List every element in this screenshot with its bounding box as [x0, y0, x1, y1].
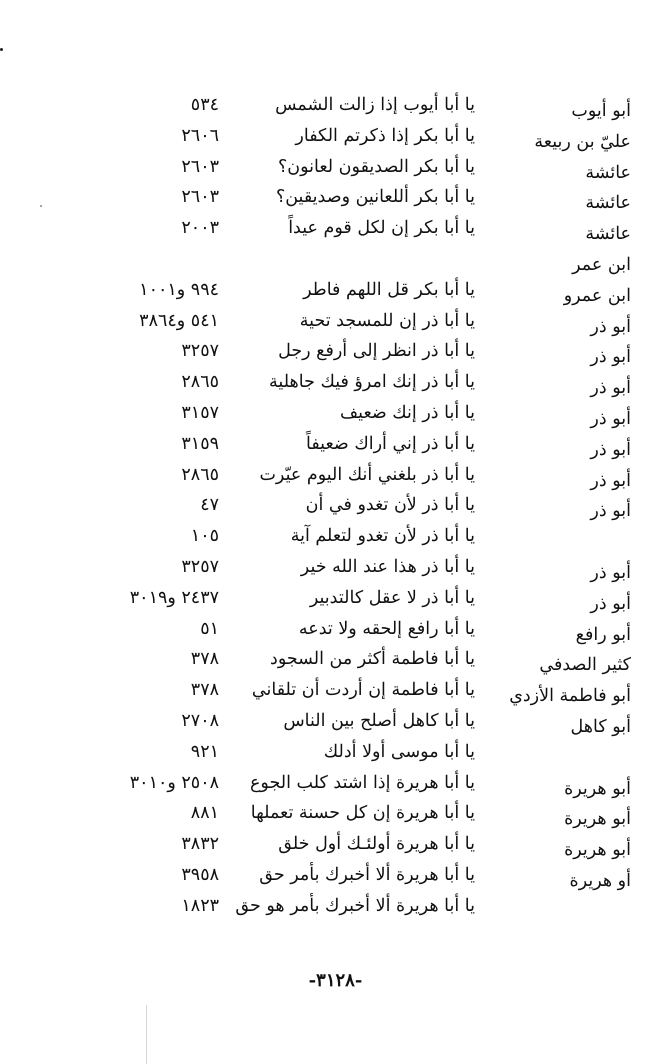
- table-row: [0, 277, 671, 308]
- hadith-number-cell: ٢٥٠٨ و٣٠١٠: [129, 772, 219, 793]
- hadith-cell: يا أبا هريرة أولئـك أول خلق: [278, 834, 475, 855]
- narrator-cell: عليّ بن ربيعة: [534, 131, 631, 152]
- hadith-number-cell: ٤٧: [200, 495, 219, 516]
- narrator-cell: أبو ذر: [590, 347, 631, 368]
- table-row: [0, 646, 671, 677]
- table-row: [0, 400, 671, 431]
- hadith-number-cell: ٩٢١: [190, 741, 219, 762]
- hadith-number-cell: ٥١: [200, 618, 219, 639]
- hadith-cell: يا أبا ذر إني أراك ضعيفاً: [305, 433, 475, 454]
- narrator-cell: أبو فاطمة الأزدي: [509, 686, 631, 707]
- table-row: [0, 800, 671, 831]
- table-row: [0, 215, 671, 246]
- hadith-cell: يا أبا ذر لا عقل كالتدبير: [309, 587, 475, 608]
- hadith-cell: يا أبا بكر الصديقون لعانون؟: [277, 156, 475, 177]
- hadith-number-cell: ٢٤٣٧ و٣٠١٩: [129, 587, 219, 608]
- table-row: [0, 616, 671, 647]
- table-row: [0, 677, 671, 708]
- hadith-cell: يا أبا ذر انظر إلى أرفع رجل: [278, 341, 475, 362]
- narrator-cell: أبو ذر: [590, 593, 631, 614]
- hadith-cell: يا أبا بكر إذا ذكرتم الكفار: [295, 125, 475, 146]
- hadith-number-cell: ٢٦٠٣: [181, 187, 219, 208]
- hadith-cell: يا أبا هريرة ألا أخبرك بأمر هو حق: [235, 895, 475, 916]
- narrator-cell: أبو رافع: [575, 624, 631, 645]
- hadith-number-cell: ٢٨٦٥: [181, 372, 219, 393]
- hadith-number-cell: ٢٧٠٨: [181, 710, 219, 731]
- narrator-cell: كثير الصدفي: [539, 655, 631, 676]
- narrator-cell: أبو ذر: [590, 378, 631, 399]
- hadith-number-cell: ٣٨٣٢: [181, 834, 219, 855]
- hadith-number-cell: ٥٣٤: [190, 95, 219, 115]
- hadith-number-cell: ٢٦٠٦: [181, 125, 219, 146]
- table-row: [0, 862, 671, 893]
- table-row: [0, 92, 671, 123]
- narrator-cell: أبو هريرة: [564, 778, 631, 799]
- hadith-number-cell: ٣٢٥٧: [181, 341, 219, 362]
- hadith-cell: يا أبا هريرة ألا أخبرك بأمر حق: [259, 864, 475, 885]
- narrator-cell: أبو ذر: [590, 439, 631, 460]
- narrator-cell: ابن عمرو: [563, 285, 631, 306]
- hadith-number-cell: ٣٢٥٧: [181, 556, 219, 577]
- table-row: [0, 184, 671, 215]
- gutter-line: [146, 1005, 147, 1064]
- hadith-number-cell: ٣٩٥٨: [181, 864, 219, 885]
- hadith-number-cell: ٣١٥٧: [181, 402, 219, 423]
- hadith-cell: يا أبا بكر قل اللهم فاطر: [303, 279, 475, 300]
- hadith-cell: يا أبا بكر إن لكل قوم عيداً: [288, 218, 475, 239]
- hadith-cell: يا أبا هريرة إن كل حسنة تعملها: [250, 803, 475, 824]
- table-row: [0, 770, 671, 801]
- table-row: [0, 308, 671, 339]
- hadith-cell: يا أبا موسى أولا أدلك: [323, 741, 475, 762]
- table-row: [0, 246, 671, 277]
- narrator-cell: أبو ذر: [590, 316, 631, 337]
- narrator-cell: أبو ذر: [590, 408, 631, 429]
- hadith-number-cell: ٥٤١ و٣٨٦٤: [139, 310, 219, 331]
- narrator-cell: أو هريرة: [569, 870, 631, 891]
- hadith-cell: يا أبا هريرة إذا اشتد كلب الجوع: [249, 772, 475, 793]
- hadith-number-cell: ٣٧٨: [190, 649, 219, 670]
- hadith-cell: يا أبا ذر لأن تغدو لتعلم آية: [290, 526, 475, 547]
- hadith-cell: يا أبا بكر أللعانين وصديقين؟: [275, 187, 475, 208]
- index-table: [0, 92, 671, 924]
- hadith-number-cell: ٢٨٦٥: [181, 464, 219, 485]
- hadith-cell: يا أبا ذر هذا عند الله خير: [300, 556, 475, 577]
- narrator-cell: عائشة: [585, 224, 631, 245]
- edge-mark: [0, 48, 3, 51]
- hadith-number-cell: ٢٦٠٣: [181, 156, 219, 177]
- hadith-cell: يا أبا ذر إنك امرؤ فيك جاهلية: [269, 372, 475, 393]
- table-row: [0, 462, 671, 493]
- hadith-cell: يا أبا رافع إلحقه ولا تدعه: [298, 618, 475, 639]
- hadith-cell: يا أبا ذر إن للمسجد تحية: [299, 310, 475, 331]
- narrator-cell: ابن عمر: [572, 254, 631, 275]
- hadith-number-cell: ٨٨١: [190, 803, 219, 824]
- hadith-cell: يا أبا كاهل أصلح بين الناس: [283, 710, 475, 731]
- hadith-cell: يا أبا ذر لأن تغدو في أن: [305, 495, 475, 516]
- table-row: [0, 338, 671, 369]
- hadith-number-cell: ١٨٢٣: [181, 895, 219, 916]
- hadith-cell: يا أبا فاطمة أكثر من السجود: [270, 649, 475, 670]
- table-row: [0, 492, 671, 523]
- hadith-number-cell: ٢٠٠٣: [181, 218, 219, 239]
- hadith-number-cell: ٣١٥٩: [181, 433, 219, 454]
- table-row: [0, 369, 671, 400]
- hadith-cell: يا أبا أيوب إذا زالت الشمس: [275, 95, 475, 115]
- table-row: [0, 831, 671, 862]
- table-row: [0, 739, 671, 770]
- hadith-cell: يا أبا ذر بلغني أنك اليوم عيّرت: [259, 464, 475, 485]
- narrator-cell: أبو ذر: [590, 470, 631, 491]
- page-number: -٣١٢٨-: [308, 970, 363, 991]
- narrator-cell: أبو أيوب: [571, 101, 631, 121]
- hadith-number-cell: ٩٩٤ و١٠٠١: [139, 279, 219, 300]
- hadith-cell: يا أبا فاطمة إن أردت أن تلقاني: [251, 680, 475, 701]
- table-row: [0, 154, 671, 185]
- narrator-cell: أبو هريرة: [564, 840, 631, 861]
- narrator-cell: أبو ذر: [590, 562, 631, 583]
- narrator-cell: أبو ذر: [590, 501, 631, 522]
- hadith-cell: يا أبا ذر إنك ضعيف: [340, 402, 475, 423]
- table-row: [0, 431, 671, 462]
- hadith-number-cell: ١٠٥: [190, 526, 219, 547]
- table-row: [0, 708, 671, 739]
- narrator-cell: أبو هريرة: [564, 809, 631, 830]
- narrator-cell: أبو كاهل: [570, 716, 631, 737]
- table-row: [0, 123, 671, 154]
- narrator-cell: عائشة: [585, 162, 631, 183]
- table-row: [0, 585, 671, 616]
- table-row: [0, 523, 671, 554]
- narrator-cell: عائشة: [585, 193, 631, 214]
- hadith-number-cell: ٣٧٨: [190, 680, 219, 701]
- table-row: [0, 554, 671, 585]
- table-row: [0, 893, 671, 924]
